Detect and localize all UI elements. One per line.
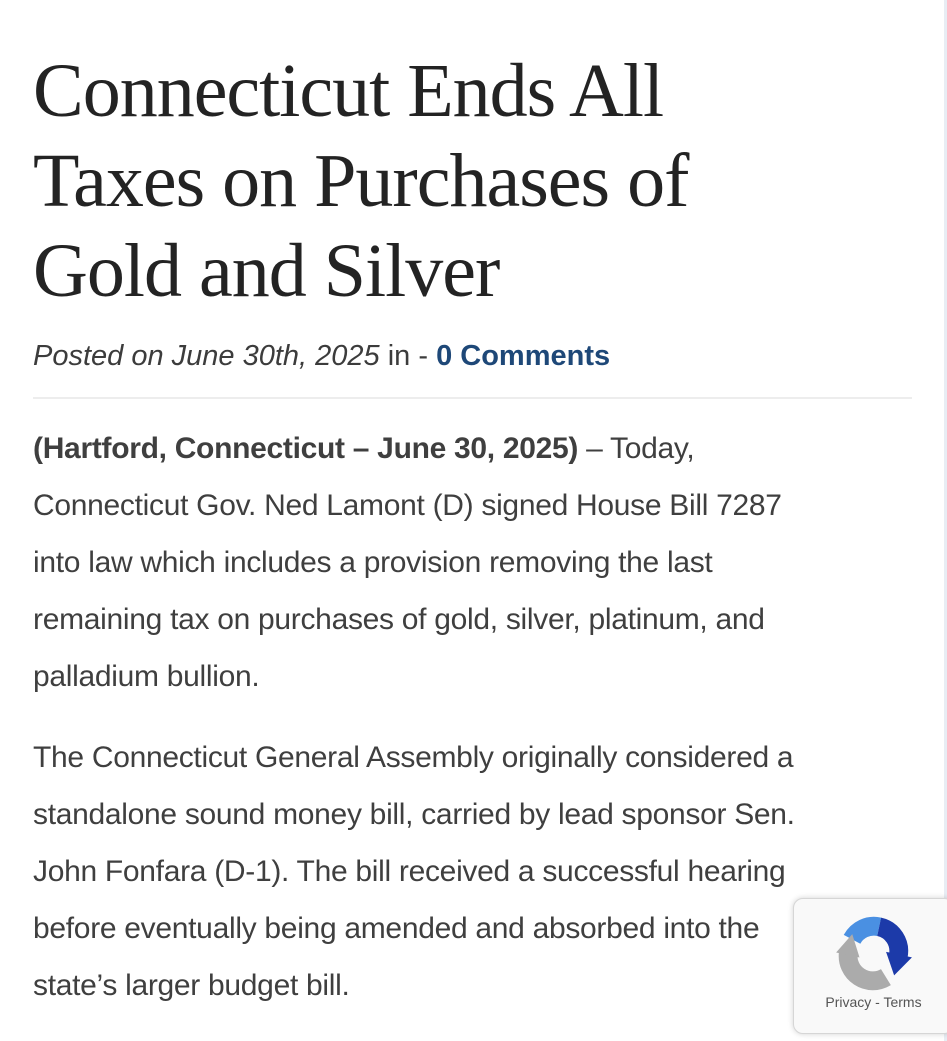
paragraph-line: John Fonfara (D-1). The bill received a successful hearing (33, 855, 786, 888)
paragraph-line: palladium bullion. (33, 660, 260, 693)
post-meta-separator: in - (379, 340, 437, 372)
paragraph-line: before eventually being amended and absorbed into the (33, 912, 760, 945)
paragraph-line: remaining tax on purchases of gold, silver, platinum, and (33, 603, 765, 636)
recaptcha-link-separator: - (871, 994, 884, 1010)
article-container (33, 0, 912, 1014)
recaptcha-badge (793, 898, 947, 1034)
dateline-bold: (Hartford, Connecticut – June 30, 2025) (33, 432, 579, 465)
recaptcha-arc-gray (843, 953, 889, 984)
page-title (33, 46, 912, 316)
post-meta (33, 338, 912, 374)
paragraph-line: The Connecticut General Assembly originally considered a (33, 741, 794, 774)
page-title-line: Connecticut Ends All (33, 49, 664, 133)
paragraph-line: Connecticut Gov. Ned Lamont (D) signed House Bill 7287 (33, 489, 782, 522)
page-title-line: Taxes on Purchases of (33, 139, 689, 223)
recaptcha-terms-link[interactable]: Terms (883, 994, 922, 1010)
comments-link[interactable]: 0 Comments (436, 340, 611, 372)
post-date: Posted on June 30th, 2025 (33, 340, 380, 372)
recaptcha-privacy-link[interactable]: Privacy (825, 994, 872, 1010)
paragraph-line: standalone sound money bill, carried by lead sponsor Sen. (33, 798, 795, 831)
recaptcha-links (825, 994, 921, 1010)
paragraph-line: into law which includes a provision removing the last (33, 546, 713, 579)
recaptcha-arc-dark-blue (874, 927, 903, 956)
page-title-line: Gold and Silver (33, 229, 500, 313)
dateline-rest: – Today, (578, 432, 695, 465)
paragraph-line (33, 420, 912, 477)
paragraph-line: state’s larger budget bill. (33, 969, 350, 1002)
recaptcha-arc-light-blue (852, 922, 879, 945)
meta-divider (33, 397, 912, 399)
recaptcha-icon (833, 909, 915, 993)
paragraph-dateline (33, 420, 912, 705)
paragraph-assembly (33, 729, 912, 1014)
